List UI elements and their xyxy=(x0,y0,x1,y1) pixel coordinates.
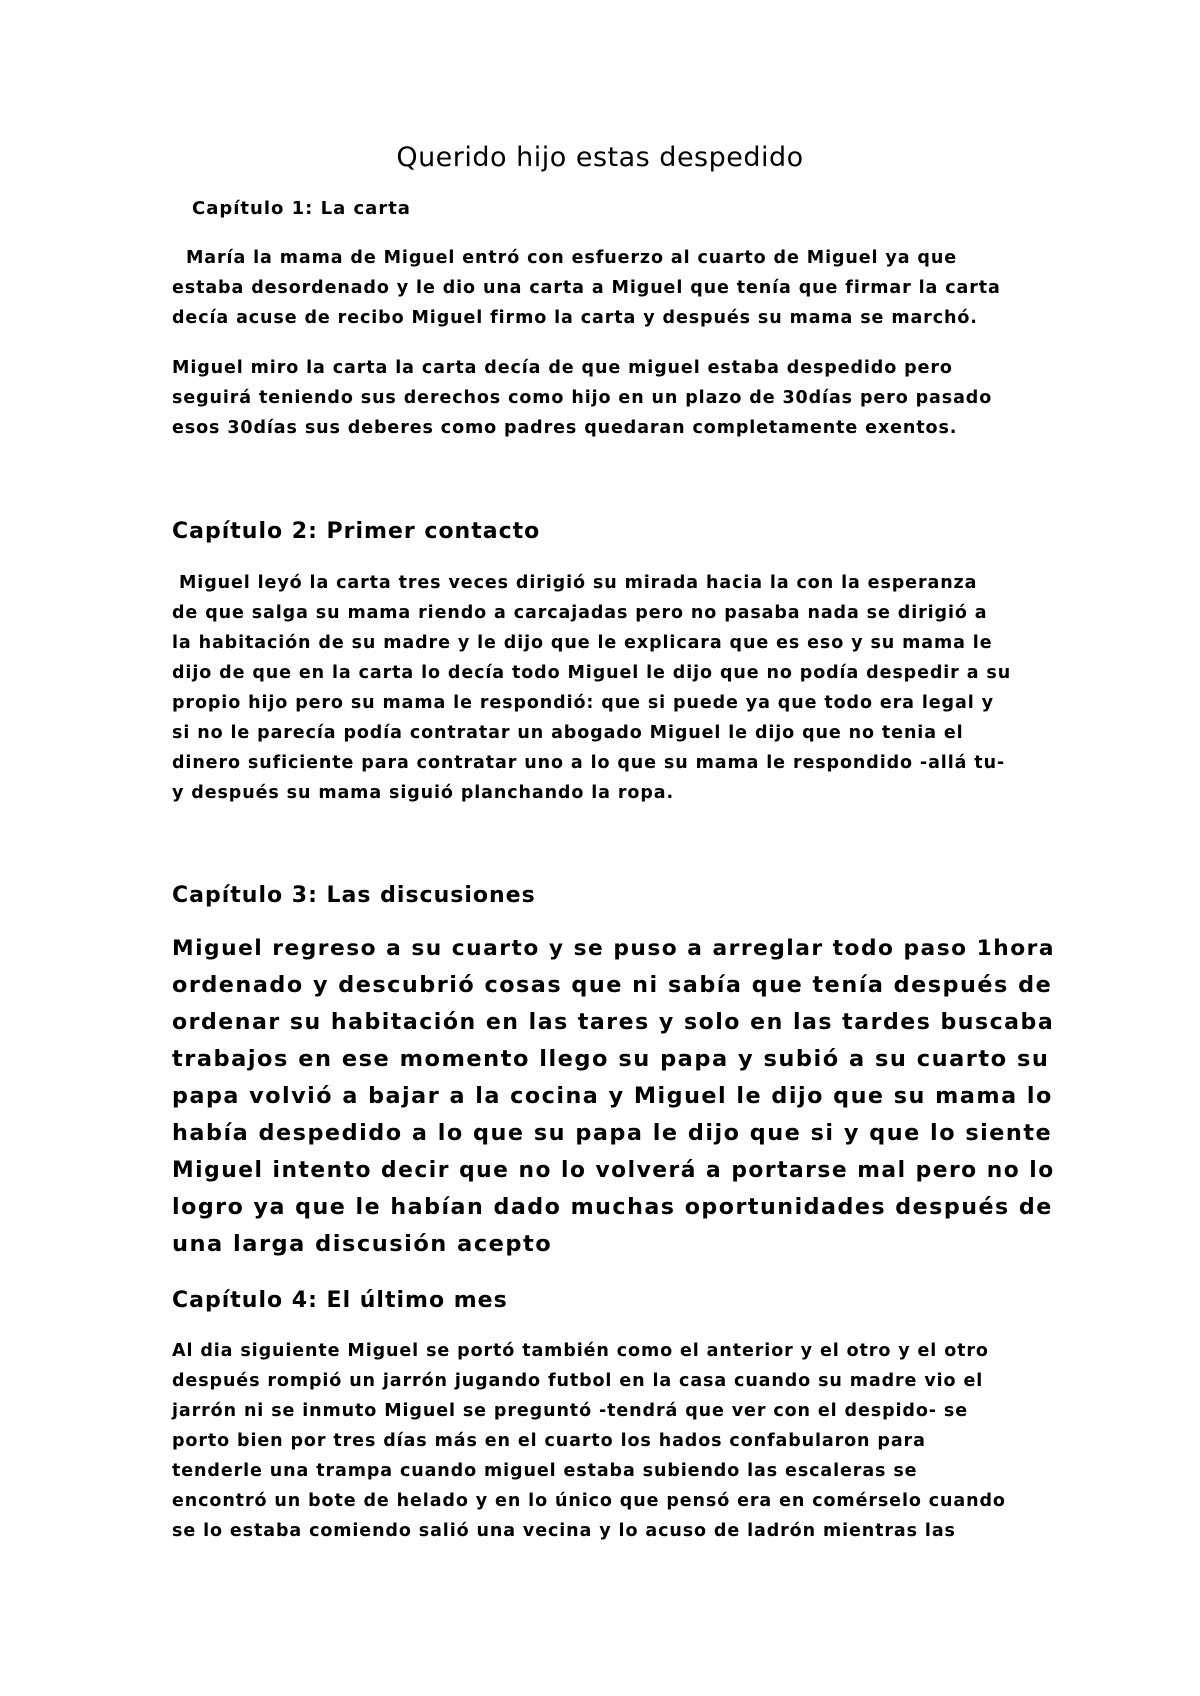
paragraph-line: logro ya que le habían dado muchas oportunidades después de xyxy=(172,1194,1053,1220)
paragraph-line: Miguel leyó la carta tres veces dirigió su mirada hacia la con la esperanza xyxy=(172,573,978,593)
paragraph-line: papa volvió a bajar a la cocina y Miguel le dijo que su mama lo xyxy=(172,1083,1053,1109)
paragraph-line: propio hijo pero su mama le respondió: que si puede ya que todo era legal y xyxy=(172,693,994,713)
paragraph-line: si no le parecía podía contratar un abogado Miguel le dijo que no tenia el xyxy=(172,723,964,743)
chapter-3-heading: Capítulo 3: Las discusiones xyxy=(172,883,536,908)
chapter-1-paragraph-1 xyxy=(172,243,1042,333)
paragraph-line: Miguel miro la carta la carta decía de que miguel estaba despedido pero xyxy=(172,358,953,378)
paragraph-line: ordenado y descubrió cosas que ni sabía que tenía después de xyxy=(172,972,1053,998)
paragraph-line: Miguel intento decir que no lo volverá a portarse mal pero no lo xyxy=(172,1158,1055,1183)
paragraph-line: ordenar su habitación en las tares y solo en las tardes buscaba xyxy=(172,1010,1055,1035)
paragraph-line: estaba desordenado y le dio una carta a Miguel que tenía que firmar la carta xyxy=(172,278,1001,298)
paragraph-line: María la mama de Miguel entró con esfuerzo al cuarto de Miguel ya que xyxy=(172,248,957,268)
paragraph-line: decía acuse de recibo Miguel firmo la carta y después su mama se marchó. xyxy=(172,308,978,328)
paragraph-line: esos 30días sus deberes como padres quedaran completamente exentos. xyxy=(172,418,958,438)
chapter-4-paragraph xyxy=(172,1336,1042,1546)
chapter-2-paragraph xyxy=(172,568,1042,808)
paragraph-line: tenderle una trampa cuando miguel estaba subiendo las escaleras se xyxy=(172,1461,918,1481)
chapter-1-heading: Capítulo 1: La carta xyxy=(192,198,411,219)
chapter-3-paragraph xyxy=(172,930,1055,1263)
paragraph-line: había despedido a lo que su papa le dijo que si y que lo siente xyxy=(172,1120,1053,1146)
chapter-4-heading: Capítulo 4: El último mes xyxy=(172,1288,508,1313)
paragraph-line: Al dia siguiente Miguel se portó también como el anterior y el otro y el otro xyxy=(172,1341,989,1361)
document-title: Querido hijo estas despedido xyxy=(396,142,804,173)
paragraph-line: y después su mama siguió planchando la ropa. xyxy=(172,783,675,803)
chapter-2-heading: Capítulo 2: Primer contacto xyxy=(172,519,541,544)
paragraph-line: una larga discusión acepto xyxy=(172,1231,553,1257)
paragraph-line: de que salga su mama riendo a carcajadas pero no pasaba nada se dirigió a xyxy=(172,603,988,623)
paragraph-line: encontró un bote de helado y en lo único que pensó era en comérselo cuando xyxy=(172,1491,1006,1511)
paragraph-line: la habitación de su madre y le dijo que le explicara que es eso y su mama le xyxy=(172,633,993,653)
paragraph-line: se lo estaba comiendo salió una vecina y lo acuso de ladrón mientras las xyxy=(172,1521,956,1541)
paragraph-line: porto bien por tres días más en el cuarto los hados confabularon para xyxy=(172,1431,926,1451)
paragraph-line: dijo de que en la carta lo decía todo Miguel le dijo que no podía despedir a su xyxy=(172,663,1012,683)
paragraph-line: trabajos en ese momento llego su papa y subió a su cuarto su xyxy=(172,1046,1050,1072)
paragraph-line: después rompió un jarrón jugando futbol en la casa cuando su madre vio el xyxy=(172,1371,984,1391)
paragraph-line: dinero suficiente para contratar uno a lo que su mama le respondido -allá tu- xyxy=(172,753,1006,773)
chapter-1-paragraph-2 xyxy=(172,353,1042,443)
paragraph-line: Miguel regreso a su cuarto y se puso a arreglar todo paso 1hora xyxy=(172,936,1055,961)
paragraph-line: seguirá teniendo sus derechos como hijo en un plazo de 30días pero pasado xyxy=(172,388,993,408)
paragraph-line: jarrón ni se inmuto Miguel se preguntó -tendrá que ver con el despido- se xyxy=(172,1401,968,1421)
